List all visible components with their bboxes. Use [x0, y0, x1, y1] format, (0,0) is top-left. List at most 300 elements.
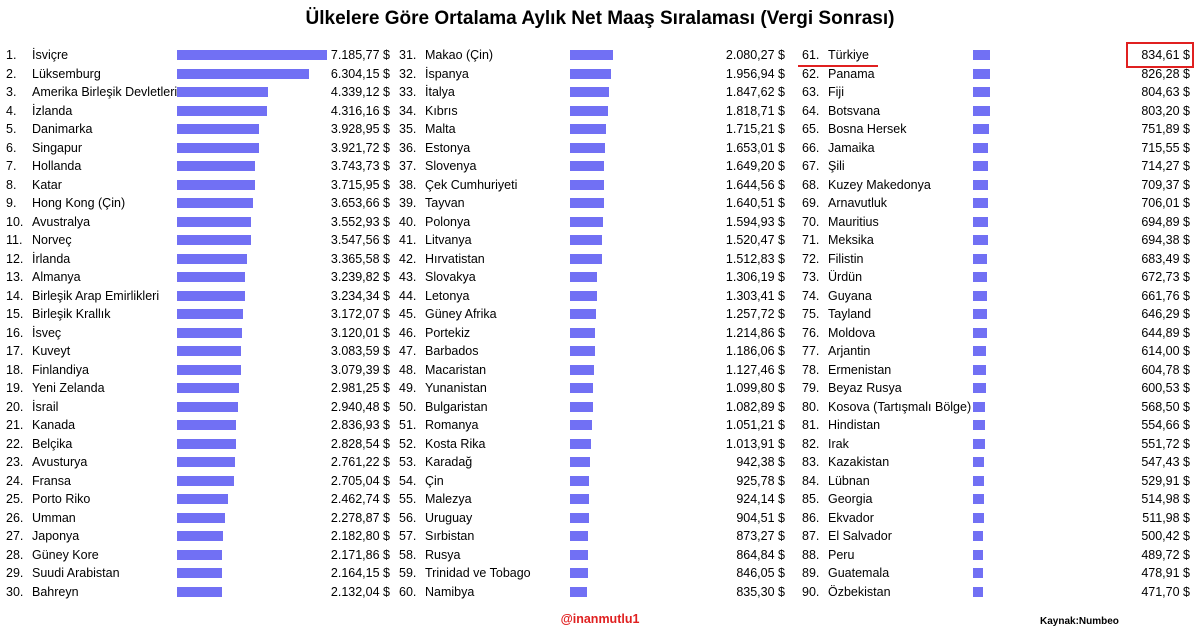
rank-label: 77.	[802, 344, 820, 358]
rank-label: 68.	[802, 177, 820, 192]
salary-value-label: 1.303,41 $	[725, 288, 785, 303]
country-label: Meksika	[828, 233, 874, 247]
ranking-row	[802, 324, 1190, 342]
ranking-row	[802, 416, 1190, 434]
ranking-row	[6, 176, 390, 194]
salary-bar	[177, 291, 245, 301]
country-label: Karadağ	[425, 455, 473, 469]
rank-label: 64.	[802, 103, 820, 118]
rank-label: 40.	[399, 214, 417, 229]
rank-label: 9.	[6, 196, 17, 210]
country-label: Panama	[828, 66, 875, 81]
salary-bar	[177, 439, 236, 449]
rank-label: 46.	[399, 325, 417, 340]
country-label: Tayvan	[425, 196, 465, 210]
rank-label: 37.	[399, 159, 417, 173]
salary-value-label: 3.234,34 $	[330, 288, 390, 303]
rank-label: 8.	[6, 177, 17, 192]
salary-bar	[570, 87, 609, 97]
country-label: Hindistan	[828, 418, 881, 432]
country-label: Yunanistan	[425, 381, 487, 395]
ranking-row	[802, 157, 1190, 175]
rank-label: 3.	[6, 85, 17, 99]
country-label: Singapur	[32, 140, 83, 155]
country-label: Guyana	[828, 288, 872, 303]
ranking-row	[6, 564, 390, 582]
salary-bar	[177, 550, 222, 560]
country-label: Hollanda	[32, 159, 82, 173]
salary-bar	[177, 50, 327, 60]
salary-bar	[973, 568, 983, 578]
salary-value-label: 646,29 $	[1141, 307, 1190, 321]
rank-label: 88.	[802, 547, 820, 562]
ranking-row	[802, 120, 1190, 138]
salary-value-label: 2.462,74 $	[330, 492, 390, 506]
country-label: İrlanda	[32, 251, 71, 266]
rank-label: 49.	[399, 381, 417, 395]
ranking-row	[6, 324, 390, 342]
rank-label: 67.	[802, 159, 820, 173]
salary-value-label: 1.847,62 $	[725, 85, 785, 99]
rank-label: 79.	[802, 381, 820, 395]
ranking-row	[6, 213, 390, 231]
salary-bar	[177, 254, 247, 264]
country-label: Arjantin	[828, 344, 871, 358]
salary-bar	[570, 254, 602, 264]
salary-bar	[177, 513, 225, 523]
salary-value-label: 3.547,56 $	[330, 233, 390, 247]
ranking-row	[802, 453, 1190, 471]
salary-value-label: 706,01 $	[1141, 196, 1190, 210]
ranking-row	[399, 379, 785, 397]
ranking-row	[6, 250, 390, 268]
country-label: Çek Cumhuriyeti	[425, 177, 518, 192]
salary-bar	[177, 402, 238, 412]
salary-value-label: 1.013,91 $	[725, 436, 785, 451]
salary-value-label: 2.828,54 $	[330, 436, 390, 451]
ranking-row	[6, 546, 390, 564]
ranking-row	[399, 83, 785, 101]
ranking-row	[6, 527, 390, 545]
country-label: Finlandiya	[32, 362, 89, 377]
salary-value-label: 1.512,83 $	[725, 251, 785, 266]
salary-bar	[973, 420, 985, 430]
ranking-row	[6, 416, 390, 434]
country-label: Estonya	[425, 140, 471, 155]
country-label: Moldova	[828, 325, 876, 340]
salary-bar	[177, 235, 251, 245]
rank-label: 60.	[399, 584, 417, 599]
salary-bar	[177, 531, 223, 541]
ranking-row	[802, 583, 1190, 601]
salary-value-label: 661,76 $	[1141, 288, 1190, 303]
salary-value-label: 529,91 $	[1141, 473, 1190, 488]
rank-label: 56.	[399, 510, 417, 525]
salary-value-label: 644,89 $	[1141, 325, 1190, 340]
ranking-row	[399, 231, 785, 249]
ranking-row	[802, 83, 1190, 101]
ranking-row	[6, 46, 390, 64]
ranking-row	[399, 527, 785, 545]
country-label: Letonya	[425, 288, 470, 303]
country-label: Çin	[425, 473, 444, 488]
country-label: Litvanya	[425, 233, 472, 247]
salary-bar	[177, 476, 234, 486]
rank-label: 65.	[802, 122, 820, 136]
salary-value-label: 2.164,15 $	[330, 566, 390, 580]
ranking-row	[6, 490, 390, 508]
rank-label: 80.	[802, 399, 820, 414]
rank-label: 78.	[802, 362, 820, 377]
country-label: Peru	[828, 547, 855, 562]
salary-bar	[177, 420, 236, 430]
salary-value-label: 1.051,21 $	[725, 418, 785, 432]
rank-label: 12.	[6, 251, 24, 266]
salary-bar	[570, 531, 588, 541]
country-label: Almanya	[32, 270, 81, 284]
ranking-row	[6, 268, 390, 286]
salary-value-label: 3.743,73 $	[330, 159, 390, 173]
country-label: İspanya	[425, 66, 469, 81]
salary-value-label: 489,72 $	[1141, 547, 1190, 562]
salary-value-label: 864,84 $	[736, 547, 785, 562]
country-label: Fransa	[32, 473, 71, 488]
salary-value-label: 3.921,72 $	[330, 140, 390, 155]
ranking-row	[6, 194, 390, 212]
country-label: Sırbistan	[425, 529, 475, 543]
salary-bar	[570, 439, 591, 449]
salary-bar	[177, 328, 242, 338]
rank-label: 38.	[399, 177, 417, 192]
ranking-row	[802, 305, 1190, 323]
country-label: İsveç	[32, 325, 62, 340]
rank-label: 22.	[6, 436, 24, 451]
rank-label: 7.	[6, 159, 17, 173]
salary-value-label: 804,63 $	[1141, 85, 1190, 99]
rank-label: 26.	[6, 510, 24, 525]
country-label: Özbekistan	[828, 584, 891, 599]
country-label: Danimarka	[32, 122, 93, 136]
rank-label: 66.	[802, 140, 820, 155]
salary-bar	[570, 50, 613, 60]
ranking-row	[399, 564, 785, 582]
ranking-row	[802, 139, 1190, 157]
rank-label: 11.	[6, 233, 23, 247]
salary-value-label: 672,73 $	[1141, 270, 1190, 284]
country-label: Birleşik Arap Emirlikleri	[32, 288, 160, 303]
country-label: Malezya	[425, 492, 472, 506]
country-label: Malta	[425, 122, 456, 136]
rank-label: 72.	[802, 251, 820, 266]
salary-bar	[973, 457, 984, 467]
rank-label: 47.	[399, 344, 417, 358]
salary-bar	[973, 235, 988, 245]
ranking-row	[399, 546, 785, 564]
rank-label: 13.	[6, 270, 24, 284]
salary-bar	[570, 124, 606, 134]
salary-value-label: 614,00 $	[1141, 344, 1190, 358]
salary-bar	[177, 587, 222, 597]
country-label: Botsvana	[828, 103, 881, 118]
salary-bar	[177, 272, 245, 282]
salary-bar	[570, 494, 589, 504]
rank-label: 2.	[6, 66, 17, 81]
ranking-row	[6, 472, 390, 490]
salary-bar	[570, 365, 594, 375]
ranking-row	[399, 324, 785, 342]
salary-value-label: 873,27 $	[736, 529, 785, 543]
rank-label: 4.	[6, 103, 17, 118]
rank-label: 27.	[6, 529, 24, 543]
rank-label: 5.	[6, 122, 17, 136]
salary-bar	[973, 69, 990, 79]
salary-bar	[177, 217, 251, 227]
rank-label: 86.	[802, 510, 820, 525]
ranking-row	[802, 102, 1190, 120]
rank-label: 75.	[802, 307, 820, 321]
rank-label: 76.	[802, 325, 820, 340]
salary-value-label: 1.715,21 $	[725, 122, 785, 136]
salary-value-label: 547,43 $	[1141, 455, 1190, 469]
salary-bar	[973, 161, 988, 171]
salary-bar	[177, 568, 222, 578]
ranking-row	[802, 176, 1190, 194]
salary-value-label: 511,98 $	[1142, 510, 1190, 525]
country-label: Japonya	[32, 529, 80, 543]
country-label: İtalya	[425, 85, 455, 99]
salary-bar	[570, 217, 603, 227]
ranking-row	[399, 120, 785, 138]
ranking-row	[802, 564, 1190, 582]
salary-bar	[570, 328, 595, 338]
ranking-row	[399, 453, 785, 471]
salary-value-label: 1.520,47 $	[725, 233, 785, 247]
salary-value-label: 1.257,72 $	[725, 307, 785, 321]
ranking-row	[802, 268, 1190, 286]
salary-value-label: 1.640,51 $	[725, 196, 785, 210]
salary-value-label: 1.644,56 $	[725, 177, 785, 192]
country-label: Avustralya	[32, 214, 91, 229]
ranking-row	[399, 361, 785, 379]
salary-bar	[973, 476, 984, 486]
country-label: Umman	[32, 510, 76, 525]
country-label: Guatemala	[828, 566, 890, 580]
rank-label: 71.	[802, 233, 820, 247]
salary-value-label: 1.653,01 $	[725, 140, 785, 155]
country-label: Irak	[828, 436, 849, 451]
country-label: Trinidad ve Tobago	[425, 566, 531, 580]
ranking-row	[802, 527, 1190, 545]
country-label: Amerika Birleşik Devletleri	[32, 85, 178, 99]
salary-value-label: 4.316,16 $	[330, 103, 390, 118]
rank-label: 16.	[6, 325, 24, 340]
country-label: Şili	[828, 159, 845, 173]
country-label: Kazakistan	[828, 455, 890, 469]
ranking-row	[399, 583, 785, 601]
ranking-row	[399, 305, 785, 323]
ranking-row	[802, 46, 1190, 64]
ranking-row	[399, 46, 785, 64]
ranking-row	[399, 287, 785, 305]
salary-value-label: 500,42 $	[1141, 529, 1190, 543]
ranking-row	[802, 287, 1190, 305]
rank-label: 62.	[802, 66, 820, 81]
salary-bar	[177, 143, 259, 153]
rank-label: 58.	[399, 547, 417, 562]
rank-label: 85.	[802, 492, 820, 506]
salary-bar	[973, 513, 984, 523]
salary-value-label: 1.082,89 $	[725, 399, 785, 414]
country-label: Rusya	[425, 547, 461, 562]
rank-label: 43.	[399, 270, 417, 284]
country-label: Hırvatistan	[425, 251, 485, 266]
country-label: Uruguay	[425, 510, 473, 525]
country-label: Romanya	[425, 418, 479, 432]
ranking-row	[6, 361, 390, 379]
country-label: Arnavutluk	[828, 196, 888, 210]
salary-value-label: 826,28 $	[1141, 66, 1190, 81]
salary-bar	[570, 346, 595, 356]
ranking-row	[6, 342, 390, 360]
salary-value-label: 2.132,04 $	[330, 584, 390, 599]
ranking-row	[399, 194, 785, 212]
salary-value-label: 803,20 $	[1141, 103, 1190, 118]
salary-value-label: 554,66 $	[1141, 418, 1190, 432]
salary-value-label: 3.715,95 $	[330, 177, 390, 192]
country-label: Suudi Arabistan	[32, 566, 120, 580]
salary-bar	[973, 309, 987, 319]
salary-value-label: 925,78 $	[736, 473, 785, 488]
ranking-column-2	[399, 46, 785, 602]
salary-value-label: 683,49 $	[1141, 251, 1190, 266]
ranking-row	[802, 490, 1190, 508]
salary-value-label: 846,05 $	[736, 566, 785, 580]
country-label: Ekvador	[828, 510, 874, 525]
rank-label: 70.	[802, 214, 820, 229]
salary-bar	[973, 365, 986, 375]
country-label: Norveç	[32, 233, 72, 247]
country-label: Filistin	[828, 251, 864, 266]
ranking-row	[399, 102, 785, 120]
rank-label: 50.	[399, 399, 417, 414]
salary-bar	[973, 550, 983, 560]
salary-value-label: 568,50 $	[1141, 399, 1190, 414]
ranking-row	[6, 65, 390, 83]
country-label: İzlanda	[32, 103, 73, 118]
salary-bar	[177, 365, 241, 375]
salary-value-label: 1.956,94 $	[725, 66, 785, 81]
ranking-row	[802, 546, 1190, 564]
rank-label: 15.	[6, 307, 24, 321]
ranking-row	[399, 435, 785, 453]
salary-bar	[177, 494, 228, 504]
salary-value-label: 1.127,46 $	[725, 362, 785, 377]
salary-bar	[177, 87, 268, 97]
country-label: Makao (Çin)	[425, 48, 494, 62]
country-label: Avusturya	[32, 455, 88, 469]
ranking-row	[399, 139, 785, 157]
rank-label: 87.	[802, 529, 820, 543]
salary-value-label: 6.304,15 $	[330, 66, 390, 81]
country-label: İsrail	[32, 399, 59, 414]
rank-label: 24.	[6, 473, 24, 488]
salary-bar	[177, 383, 239, 393]
rank-label: 14.	[6, 288, 24, 303]
country-label: Portekiz	[425, 325, 471, 340]
salary-bar	[973, 291, 987, 301]
ranking-row	[802, 379, 1190, 397]
ranking-row	[802, 435, 1190, 453]
rank-label: 48.	[399, 362, 417, 377]
rank-label: 30.	[6, 584, 24, 599]
rank-label: 52.	[399, 436, 417, 451]
salary-bar	[570, 198, 604, 208]
salary-bar	[570, 402, 593, 412]
salary-value-label: 2.171,86 $	[330, 547, 390, 562]
country-label: Tayland	[828, 307, 872, 321]
salary-bar	[973, 439, 985, 449]
salary-value-label: 2.705,04 $	[330, 473, 390, 488]
country-label: Namibya	[425, 584, 475, 599]
country-label: Bahreyn	[32, 584, 79, 599]
country-label: Güney Kore	[32, 547, 99, 562]
country-label: Fiji	[828, 85, 844, 99]
country-label: Jamaika	[828, 140, 875, 155]
country-label: Ermenistan	[828, 362, 892, 377]
ranking-row	[399, 490, 785, 508]
ranking-column-1	[6, 46, 390, 602]
rank-label: 89.	[802, 566, 820, 580]
rank-label: 10.	[6, 214, 24, 229]
ranking-row	[6, 379, 390, 397]
ranking-row	[6, 102, 390, 120]
country-label: Mauritius	[828, 214, 879, 229]
salary-value-label: 3.120,01 $	[330, 325, 390, 340]
rank-label: 63.	[802, 85, 820, 99]
ranking-row	[399, 342, 785, 360]
salary-value-label: 1.594,93 $	[725, 214, 785, 229]
country-label: Türkiye	[828, 48, 869, 62]
ranking-row	[802, 65, 1190, 83]
rank-label: 6.	[6, 140, 17, 155]
salary-bar	[973, 254, 987, 264]
salary-value-label: 7.185,77 $	[330, 48, 390, 62]
salary-value-label: 2.940,48 $	[330, 399, 390, 414]
rank-label: 59.	[399, 566, 417, 580]
ranking-row	[399, 157, 785, 175]
rank-label: 29.	[6, 566, 24, 580]
ranking-row	[6, 120, 390, 138]
salary-bar	[570, 550, 588, 560]
salary-bar	[973, 402, 985, 412]
salary-value-label: 1.818,71 $	[725, 103, 785, 118]
salary-bar	[177, 69, 309, 79]
ranking-row	[6, 231, 390, 249]
rank-label: 81.	[802, 418, 820, 432]
country-label: Kuzey Makedonya	[828, 177, 931, 192]
country-label: Kanada	[32, 418, 76, 432]
source-note: Kaynak:Numbeo	[1040, 616, 1119, 627]
rank-label: 33.	[399, 85, 417, 99]
salary-bar	[973, 198, 988, 208]
ranking-row	[802, 472, 1190, 490]
rank-label: 1.	[6, 48, 17, 62]
country-label: Lüksemburg	[32, 66, 101, 81]
rank-label: 45.	[399, 307, 417, 321]
salary-value-label: 2.182,80 $	[330, 529, 390, 543]
salary-value-label: 3.653,66 $	[330, 196, 390, 210]
rank-label: 35.	[399, 122, 417, 136]
